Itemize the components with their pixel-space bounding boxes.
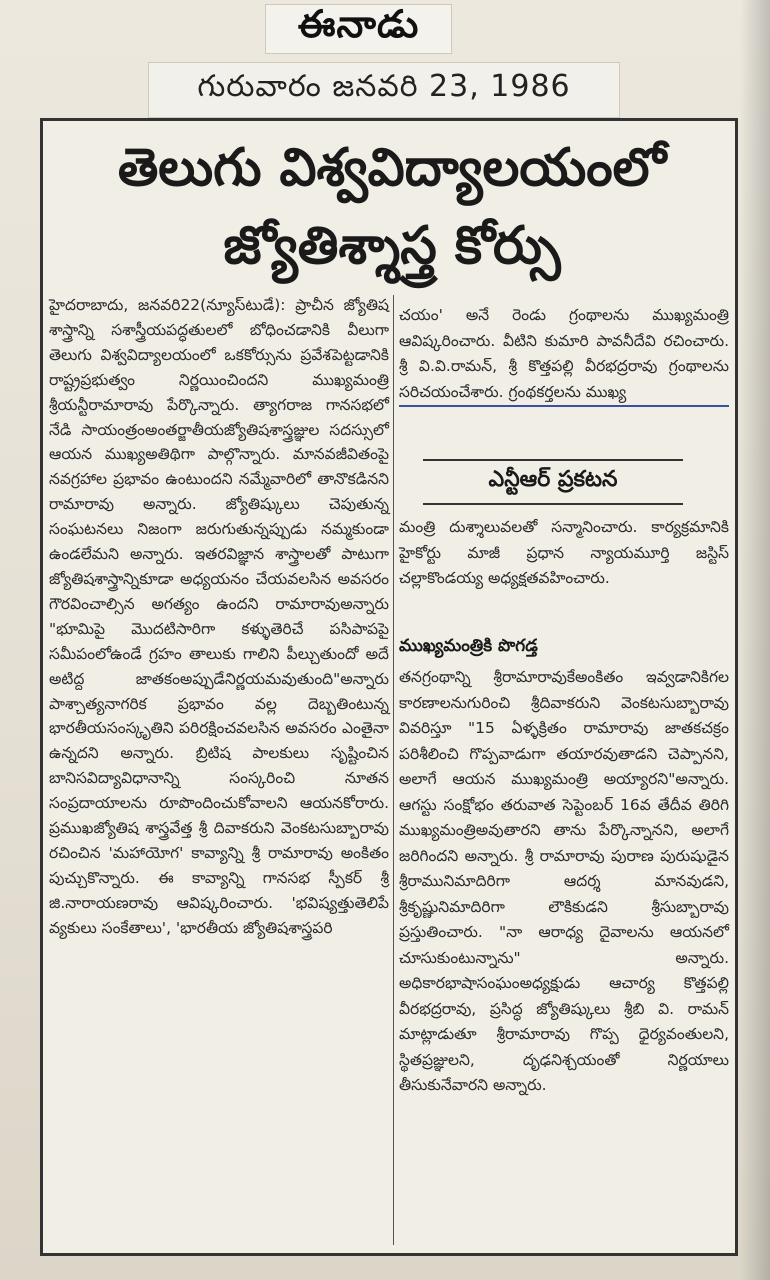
subheading-ntr-statement: ఎన్టీఆర్ ప్రకటన (423, 459, 683, 505)
right-column-body-2: మంత్రి దుశ్శాలువలతో సన్మానించారు. కార్యక్రమానికి హైకోర్టు మాజీ ప్రధాన న్యాయమూర్తి జస్టిస్ చల్లాకొండయ్య అధ్యక్షతవహించారు. (399, 518, 729, 587)
headline-line-2: జ్యోతిశ్శాస్త్ర కోర్సు (223, 216, 561, 276)
column-divider (393, 295, 394, 1245)
article-headline (57, 129, 727, 285)
subheading-praise: ముఖ్యమంత్రికి పొగడ్త (399, 636, 538, 656)
right-column-body-3: తనగ్రంథాన్ని శ్రీరామారావుకేఅంకితం ఇవ్వడానికిగల కారణాలనుగురించి శ్రీదివాకరుని వెంకటసుబ్బారావు వివరిస్తూ "15 ఏళ్ళక్రితం రామారావు జాతకచక్రం పరిశీలించి గొప్పవాడుగా తయారవుతాడని చెప్పానని, అలాగే ఆయన ముఖ్యమంత్రి అయ్యారని"అన్నారు. ఆగస్టు సంక్షోభం తరువాత సెప్టెంబర్ 16వ తేదీవ తిరిగి ముఖ్యమంత్రిఅవుతారని తాను పేర్కొన్నానని, అలాగే జరిగిందని అన్నారు. శ్రీ రామారావు పురాణ పురుషుడైన శ్రీరామునిమాదిరిగా ఆదర్శ మానవుడని, శ్రీకృష్ణునిమాదిరిగా లౌకికుడని శ్రీసుబ్బారావు ప్రస్తుతించారు. "నా ఆరాధ్య దైవాలను ఆయనలో చూసుకుంటున్నాను" అన్నారు. అధికారభాషాసంఘంఅధ్యక్షుడు ఆచార్య కొత్తపల్లి వీరభద్రరావు, ప్రసిద్ధ జ్యోతిష్కులు శ్రీబి వి. రామన్ మాట్లాడుతూ శ్రీరామారావు గొప్ప ధైర్యవంతులని, స్థితప్రజ్ఞులని, దృఢనిశ్చయంతో నిర్ణయాలు తీసుకునేవారని అన్నారు. (399, 668, 729, 1094)
left-column-body: హైదరాబాదు, జనవరి22(న్యూస్‌టుడే): ప్రాచీన జ్యోతిష శాస్త్రాన్ని సశాస్త్రీయపద్ధతులలో బోధించడానికి వీలుగా తెలుగు విశ్వవిద్యాలయంలో ఒకకోర్సును ప్రవేశపెట్టడానికి రాష్ట్రప్రభుత్వం నిర్ణయించిందని ముఖ్యమంత్రి శ్రీయన్టీరామారావు పేర్కొన్నారు. త్యాగరాజ గానసభలో నేడి సాయంత్రంఅంతర్జాతీయజ్యోతిషశాస్త్రజ్ఞుల సదస్సులో ఆయన ముఖ్యఅతిథిగా పాల్గొన్నారు. మానవజీవితంపై నవగ్రహాల ప్రభావం ఉంటుందని నమ్మేవారిలో తానొకడినని రామారావు అన్నారు. జ్యోతిష్కులు చెపుతున్న సంఘటనలు నిజంగా జరుగుతున్నప్పుడు నమ్మకుండా ఉండలేమని అన్నారు. ఇతరవిజ్ఞాన శాస్త్రాలతో పాటుగా జ్యోతిషశాస్త్రాన్నికూడా అధ్యయనం చేయవలసిన అవసరం గౌరవించాల్సిన అగత్యం ఉందని రామారావుఅన్నారు "భూమిపై మొదటిసారిగా కళ్ళుతెరిచే పసిపాపపై సమీపంలోఉండే గ్రహం తాలుకు గాలిని పీల్చుతుందో అదే అటిద్ద జాతకంఅప్పుడేనిర్ణయమవుతుంది"అన్నారు పాశ్చాత్యనాగరిక ప్రభావం వల్ల దెబ్బతింటున్న భారతీయసంస్కృతిని పరిరక్షించవలసిన అవసరం ఎంతైనా ఉన్నదని అన్నారు. బ్రిటిష పాలకులు సృష్టించిన బానిసవిద్యావిధానాన్ని సంస్కరించి నూతన సంప్రదాయాలను రూపొందించుకోవాలని ఆయనకోరారు. ప్రముఖజ్యోతిష శాస్త్రవేత్త శ్రీ దివాకరుని వెంకటసుబ్బారావు రచించిన 'మహాయోగ' కావ్యాన్ని శ్రీ రామారావు అంకితం పుచ్చుకొన్నారు. ఈ కావ్యాన్ని గానసభ స్పీకర్ శ్రీ జి.నారాయణరావు ఆవిష్కరించారు. 'భవిష్యత్తుతెలిపే వ్యకులు సంకేతాలు', 'భారతీయ జ్యోతిషశాస్త్రపరి (49, 296, 389, 937)
page-edge-shadow (740, 0, 770, 1280)
article-right-column-part-2 (399, 515, 729, 592)
article-right-column-part-1 (399, 303, 729, 407)
article-left-column (49, 293, 389, 941)
headline-line-1: తెలుగు విశ్వవిద్యాలయంలో (117, 138, 667, 198)
newspaper-masthead: ఈనాడు (265, 4, 452, 54)
article-clipping (40, 118, 738, 1256)
dateline: గురువారం జనవరి 23, 1986 (148, 62, 620, 118)
right-column-body-1: చయం' అనే రెండు గ్రంథాలను ముఖ్యమంత్రి ఆవిష్కరించారు. వీటిని కుమారి పావనీదేవి రచించారు. శ్రీ వి.వి.రామన్, శ్రీ కొత్తపల్లి వీరభద్రరావు గ్రంథాలను సరిచయంచేశారు. గ్రంథకర్తలను ముఖ్య (399, 303, 729, 407)
article-right-column-part-3 (399, 665, 729, 1099)
